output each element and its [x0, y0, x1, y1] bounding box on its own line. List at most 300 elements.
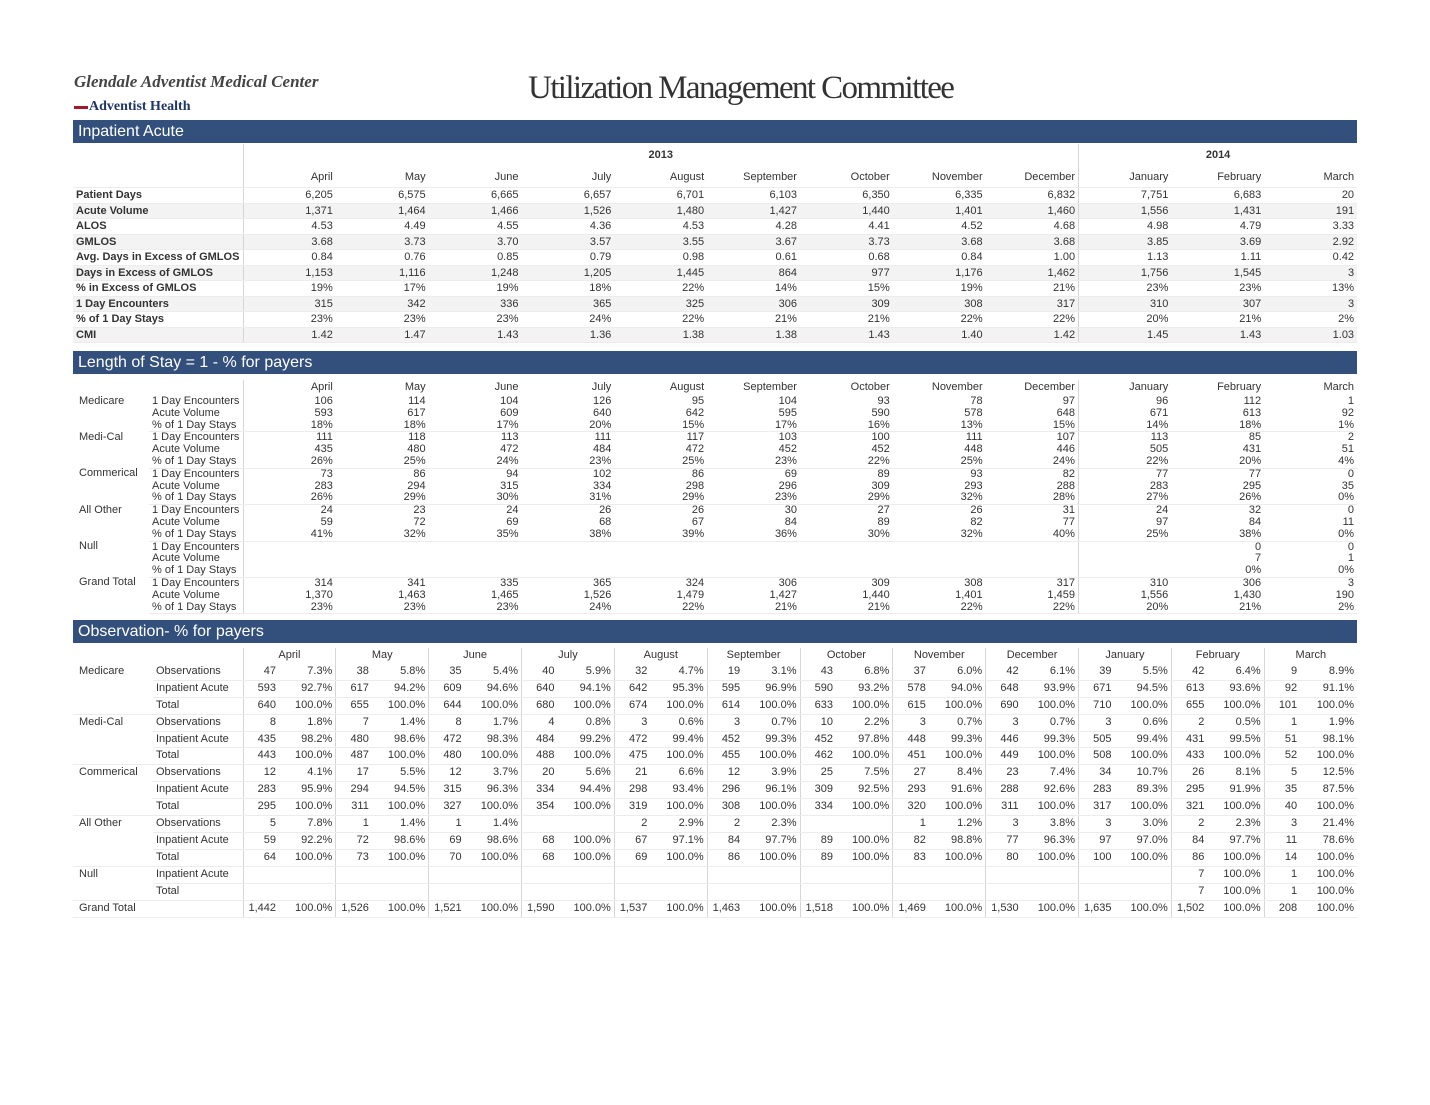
percent-cell: 5.4%	[465, 664, 522, 680]
value-cell: 36%	[707, 529, 800, 541]
count-cell: 92	[1264, 680, 1300, 697]
percent-cell: 100.0%	[279, 799, 336, 816]
value-cell	[986, 541, 1079, 553]
percent-cell: 94.6%	[465, 680, 522, 697]
value-cell: 1,466	[429, 203, 522, 219]
percent-cell: 100.0%	[1207, 748, 1264, 765]
value-cell: 22%	[614, 312, 707, 328]
payer-label: All Other	[73, 816, 153, 867]
value-cell: 1,464	[336, 203, 429, 219]
value-cell: 3.70	[429, 234, 522, 250]
blank-cell	[73, 648, 153, 664]
count-cell: 7	[336, 714, 372, 731]
count-cell: 5	[1264, 765, 1300, 782]
value-cell: 13%	[1264, 281, 1357, 297]
percent-cell: 0.8%	[558, 714, 615, 731]
health-system-logo	[74, 99, 318, 115]
value-cell: 1,440	[800, 203, 893, 219]
month-june: June	[494, 381, 519, 394]
percent-cell: 21.4%	[1300, 816, 1357, 833]
month-header-row	[73, 648, 1357, 664]
count-cell: 298	[614, 782, 650, 799]
value-cell: 431	[1242, 444, 1262, 456]
percent-cell: 98.2%	[279, 731, 336, 748]
metric-label: 1 Day Encounters	[152, 577, 240, 589]
value-cell: 26%	[243, 456, 336, 468]
value-cell: 1.43	[429, 327, 522, 343]
count-cell: 69	[429, 832, 465, 849]
table-row	[73, 866, 1357, 883]
percent-cell: 100.0%	[836, 748, 893, 765]
count-cell	[243, 883, 279, 900]
count-cell: 472	[614, 731, 650, 748]
adventist-logo-icon	[74, 106, 88, 109]
count-cell: 38	[336, 664, 372, 680]
table-row	[73, 219, 1357, 235]
count-cell: 452	[800, 731, 836, 748]
percent-cell: 98.1%	[1300, 731, 1357, 748]
value-cell: 32	[1248, 504, 1262, 517]
value-cell: 25%	[1078, 529, 1171, 541]
metric-label: Inpatient Acute	[153, 680, 243, 697]
percent-cell: 8.4%	[929, 765, 986, 782]
value-cell: 23%	[336, 312, 429, 328]
year-2013: 2013	[243, 144, 1079, 166]
percent-cell: 1.9%	[1300, 714, 1357, 731]
value-cell: 4.41	[800, 219, 893, 235]
count-cell: 1,469	[893, 900, 929, 917]
percent-cell: 87.5%	[1300, 782, 1357, 799]
value-cell: 41%	[243, 529, 336, 541]
percent-cell: 8.1%	[1207, 765, 1264, 782]
value-cell: 24%	[429, 456, 522, 468]
value-cell: 17%	[336, 281, 429, 297]
value-cell: 1,459	[1047, 589, 1075, 601]
value-cell: 435	[243, 444, 336, 456]
value-cell: 24%	[521, 602, 614, 614]
table-row	[73, 432, 1357, 444]
percent-cell: 99.4%	[650, 731, 707, 748]
count-cell: 12	[243, 765, 279, 782]
percent-cell: 100.0%	[836, 799, 893, 816]
percent-cell: 99.4%	[1115, 731, 1172, 748]
percent-cell: 100.0%	[465, 799, 522, 816]
value-cell: 977	[800, 265, 893, 281]
count-cell: 51	[1264, 731, 1300, 748]
payer-label: Null	[79, 541, 98, 553]
value-cell: 7	[1254, 553, 1262, 565]
count-cell: 25	[800, 765, 836, 782]
row-label: Patient Days	[73, 188, 243, 204]
value-cell: 0.42	[1264, 250, 1357, 266]
percent-cell: 2.3%	[1207, 816, 1264, 833]
count-cell: 67	[614, 832, 650, 849]
percent-cell: 100.0%	[929, 799, 986, 816]
value-cell: 1.11	[1171, 250, 1264, 266]
value-cell: 3.68	[986, 234, 1079, 250]
value-cell: 38%	[1171, 529, 1264, 541]
count-cell: 12	[429, 765, 465, 782]
value-cell	[336, 541, 429, 553]
value-cell: 1,153	[243, 265, 336, 281]
value-cell: 3.69	[1171, 234, 1264, 250]
count-cell: 671	[1079, 680, 1115, 697]
value-cell: 2.92	[1264, 234, 1357, 250]
count-cell: 9	[1264, 664, 1300, 680]
percent-cell	[743, 883, 800, 900]
value-cell: 1,479	[676, 589, 705, 601]
count-cell: 283	[243, 782, 279, 799]
count-cell: 295	[243, 799, 279, 816]
value-cell: 22%	[986, 312, 1079, 328]
value-cell	[893, 541, 986, 553]
metric-label: Inpatient Acute	[153, 832, 243, 849]
value-cell	[614, 553, 707, 565]
value-cell: 317	[986, 296, 1079, 312]
payer-label: Grand Total	[79, 577, 136, 589]
value-cell: 23%	[1171, 281, 1264, 297]
value-cell: 4.49	[336, 219, 429, 235]
los-payers-table	[73, 380, 1357, 614]
count-cell: 633	[800, 697, 836, 714]
value-cell: 310	[1078, 577, 1171, 589]
value-cell: 77	[1248, 468, 1262, 480]
percent-cell: 0.7%	[929, 714, 986, 731]
percent-cell: 1.4%	[372, 714, 429, 731]
percent-cell: 99.3%	[929, 731, 986, 748]
value-cell: 671	[1078, 408, 1171, 420]
value-cell: 69	[506, 516, 519, 528]
percent-cell: 4.1%	[279, 765, 336, 782]
value-cell: 23%	[243, 602, 336, 614]
table-row	[73, 296, 1357, 312]
month-may: May	[336, 648, 429, 664]
percent-cell: 100.0%	[372, 697, 429, 714]
percent-cell: 8.9%	[1300, 664, 1357, 680]
percent-cell: 98.8%	[929, 832, 986, 849]
count-cell: 12	[707, 765, 743, 782]
value-cell: 11	[1342, 516, 1354, 528]
value-cell: 609	[500, 407, 519, 419]
metric-label: Acute Volume	[152, 444, 220, 456]
value-cell: 642	[685, 407, 705, 419]
count-cell: 508	[1079, 748, 1115, 765]
value-cell: 6,350	[800, 188, 893, 204]
value-cell: 0	[1347, 468, 1354, 480]
percent-cell: 92.6%	[1022, 782, 1079, 799]
month-november: November	[893, 648, 986, 664]
metric-label: Total	[153, 849, 243, 866]
value-cell: 21%	[986, 281, 1079, 297]
count-cell	[522, 816, 558, 833]
count-cell: 315	[429, 782, 465, 799]
value-cell: 1.43	[1171, 327, 1264, 343]
value-cell: 1,462	[986, 265, 1079, 281]
month-august: August	[614, 166, 707, 188]
month-october: October	[800, 648, 893, 664]
percent-cell: 99.2%	[558, 731, 615, 748]
count-cell: 311	[336, 799, 372, 816]
percent-cell: 6.8%	[836, 664, 893, 680]
value-cell: 59	[243, 517, 336, 529]
value-cell: 23%	[521, 456, 614, 468]
table-row	[73, 680, 1357, 697]
value-cell: 21%	[800, 602, 893, 614]
percent-cell: 100.0%	[1115, 849, 1172, 866]
value-cell: 6,701	[614, 188, 707, 204]
metric-label: 1 Day Encounters	[152, 468, 240, 480]
count-cell	[800, 816, 836, 833]
count-cell: 7	[1171, 883, 1207, 900]
value-cell: 7,751	[1079, 188, 1172, 204]
month-july: July	[591, 381, 612, 394]
value-cell: 3	[1347, 577, 1354, 589]
percent-cell: 2.2%	[836, 714, 893, 731]
percent-cell: 94.5%	[1115, 680, 1172, 697]
value-cell: 104	[778, 396, 797, 407]
count-cell: 475	[614, 748, 650, 765]
value-cell: 97	[1062, 396, 1075, 407]
percent-cell	[558, 816, 615, 833]
value-cell: 3.55	[614, 234, 707, 250]
percent-cell: 92.5%	[836, 782, 893, 799]
percent-cell: 92.7%	[279, 680, 336, 697]
metric-label: Observations	[153, 664, 243, 680]
month-february: February	[1171, 648, 1264, 664]
count-cell	[893, 866, 929, 883]
month-october: October	[800, 166, 893, 188]
table-row	[73, 849, 1357, 866]
percent-cell: 94.5%	[372, 782, 429, 799]
value-cell: 40%	[986, 529, 1079, 541]
value-cell: 1,248	[429, 265, 522, 281]
value-cell: 4.52	[893, 219, 986, 235]
count-cell: 27	[893, 765, 929, 782]
percent-cell: 100.0%	[929, 697, 986, 714]
value-cell: 0%	[1171, 565, 1264, 577]
value-cell: 23%	[707, 456, 800, 468]
percent-cell: 98.6%	[465, 832, 522, 849]
value-cell: 0	[1347, 504, 1354, 517]
value-cell: 1,116	[336, 265, 429, 281]
percent-cell	[929, 866, 986, 883]
value-cell: 1,401	[893, 203, 986, 219]
percent-cell: 100.0%	[836, 849, 893, 866]
value-cell: 1,463	[398, 589, 426, 601]
percent-cell: 100.0%	[836, 900, 893, 917]
value-cell: 306	[778, 577, 797, 589]
value-cell	[521, 565, 614, 577]
value-cell: 69	[784, 468, 797, 480]
count-cell: 52	[1264, 748, 1300, 765]
count-cell: 480	[336, 731, 372, 748]
count-cell: 435	[243, 731, 279, 748]
percent-cell	[836, 866, 893, 883]
percent-cell: 100.0%	[558, 849, 615, 866]
percent-cell: 100.0%	[1115, 900, 1172, 917]
value-cell: 95	[691, 396, 705, 407]
value-cell: 20%	[1171, 456, 1264, 468]
percent-cell: 97.8%	[836, 731, 893, 748]
value-cell: 1.38	[707, 327, 800, 343]
value-cell: 4.55	[429, 219, 522, 235]
value-cell: 6,683	[1171, 188, 1264, 204]
percent-cell: 91.9%	[1207, 782, 1264, 799]
count-cell: 690	[986, 697, 1022, 714]
month-header-row	[73, 166, 1357, 188]
count-cell: 2	[707, 816, 743, 833]
count-cell: 288	[986, 782, 1022, 799]
count-cell: 640	[522, 680, 558, 697]
value-cell	[1078, 541, 1171, 553]
value-cell: 6,665	[429, 188, 522, 204]
metric-label	[153, 900, 243, 917]
value-cell: 4%	[1264, 456, 1357, 468]
percent-cell: 100.0%	[558, 900, 615, 917]
value-cell	[707, 541, 800, 553]
percent-cell: 96.1%	[743, 782, 800, 799]
count-cell	[243, 866, 279, 883]
count-cell: 484	[522, 731, 558, 748]
count-cell: 309	[800, 782, 836, 799]
percent-cell: 100.0%	[743, 799, 800, 816]
percent-cell: 100.0%	[1207, 799, 1264, 816]
value-cell: 1,430	[1233, 589, 1262, 601]
value-cell: 107	[1056, 431, 1075, 444]
value-cell: 6,575	[336, 188, 429, 204]
percent-cell	[1022, 883, 1079, 900]
value-cell: 93	[877, 396, 890, 407]
value-cell: 1,465	[490, 589, 519, 601]
percent-cell: 100.0%	[558, 697, 615, 714]
value-cell: 640	[592, 407, 612, 419]
table-row	[73, 602, 1357, 614]
value-cell: 94	[506, 468, 519, 480]
value-cell	[986, 553, 1079, 565]
table-row	[73, 312, 1357, 328]
value-cell: 68	[599, 516, 612, 528]
value-cell: 308	[964, 577, 983, 589]
value-cell: 480	[407, 444, 426, 456]
count-cell: 1,463	[707, 900, 743, 917]
metric-label: Total	[153, 799, 243, 816]
value-cell: 31%	[521, 492, 614, 504]
value-cell: 14%	[1078, 420, 1171, 432]
count-cell: 64	[243, 849, 279, 866]
value-cell: 17%	[707, 420, 800, 432]
obs-section-header: Observation- % for payers	[73, 620, 1357, 643]
value-cell	[893, 565, 986, 577]
percent-cell: 93.4%	[650, 782, 707, 799]
value-cell: 35	[1341, 480, 1354, 492]
count-cell: 449	[986, 748, 1022, 765]
value-cell: 309	[871, 480, 890, 492]
percent-cell: 3.1%	[743, 664, 800, 680]
percent-cell: 100.0%	[465, 697, 522, 714]
value-cell: 4.53	[243, 219, 336, 235]
count-cell: 11	[1264, 832, 1300, 849]
percent-cell: 1.8%	[279, 714, 336, 731]
percent-cell: 6.1%	[1022, 664, 1079, 680]
value-cell: 1.42	[243, 327, 336, 343]
count-cell	[429, 866, 465, 883]
table-row	[73, 765, 1357, 782]
count-cell: 43	[800, 664, 836, 680]
payer-label: Medicare	[79, 396, 125, 407]
count-cell: 26	[1171, 765, 1207, 782]
count-cell: 308	[707, 799, 743, 816]
percent-cell	[372, 883, 429, 900]
percent-cell: 0.6%	[1115, 714, 1172, 731]
count-cell: 617	[336, 680, 372, 697]
percent-cell: 100.0%	[1300, 900, 1357, 917]
metric-label: Inpatient Acute	[153, 731, 243, 748]
table-row	[73, 714, 1357, 731]
table-row	[73, 782, 1357, 799]
count-cell: 320	[893, 799, 929, 816]
value-cell: 3.73	[800, 234, 893, 250]
percent-cell: 7.3%	[279, 664, 336, 680]
value-cell: 26%	[1171, 492, 1264, 504]
month-april: April	[243, 166, 336, 188]
value-cell: 21%	[1171, 312, 1264, 328]
value-cell: 20%	[521, 420, 614, 432]
percent-cell: 3.0%	[1115, 816, 1172, 833]
count-cell: 455	[707, 748, 743, 765]
value-cell: 294	[407, 480, 426, 492]
count-cell: 4	[522, 714, 558, 731]
percent-cell: 100.0%	[650, 748, 707, 765]
value-cell: 1,556	[1078, 590, 1171, 602]
count-cell: 3	[1264, 816, 1300, 833]
value-cell: 648	[1056, 407, 1075, 419]
value-cell: 0	[1254, 541, 1262, 553]
payer-label: Commerical	[73, 765, 153, 816]
value-cell: 335	[500, 577, 519, 589]
count-cell: 10	[800, 714, 836, 731]
value-cell: 24	[506, 504, 519, 517]
table-row	[73, 799, 1357, 816]
table-row	[73, 468, 1357, 480]
percent-cell: 100.0%	[1022, 697, 1079, 714]
value-cell: 864	[707, 265, 800, 281]
count-cell	[429, 883, 465, 900]
percent-cell: 100.0%	[1207, 900, 1264, 917]
value-cell: 26	[970, 504, 983, 517]
payer-label: Commerical	[79, 468, 138, 480]
percent-cell: 100.0%	[372, 748, 429, 765]
percent-cell: 100.0%	[929, 748, 986, 765]
value-cell: 505	[1078, 444, 1171, 456]
count-cell: 283	[1079, 782, 1115, 799]
count-cell: 14	[1264, 849, 1300, 866]
value-cell: 1,431	[1171, 203, 1264, 219]
month-march: March	[1264, 166, 1357, 188]
payer-label: Null	[73, 866, 153, 900]
count-cell	[1079, 866, 1115, 883]
value-cell: 23%	[429, 602, 522, 614]
metric-label: % of 1 Day Stays	[149, 565, 243, 577]
month-december: December	[1024, 381, 1075, 394]
value-cell: 0%	[1264, 565, 1357, 577]
month-july: July	[522, 648, 615, 664]
value-cell: 113	[500, 431, 519, 444]
value-cell: 191	[1264, 203, 1357, 219]
table-row	[73, 265, 1357, 281]
payer-label: Medi-Cal	[73, 714, 153, 765]
percent-cell: 97.1%	[650, 832, 707, 849]
count-cell	[336, 866, 372, 883]
